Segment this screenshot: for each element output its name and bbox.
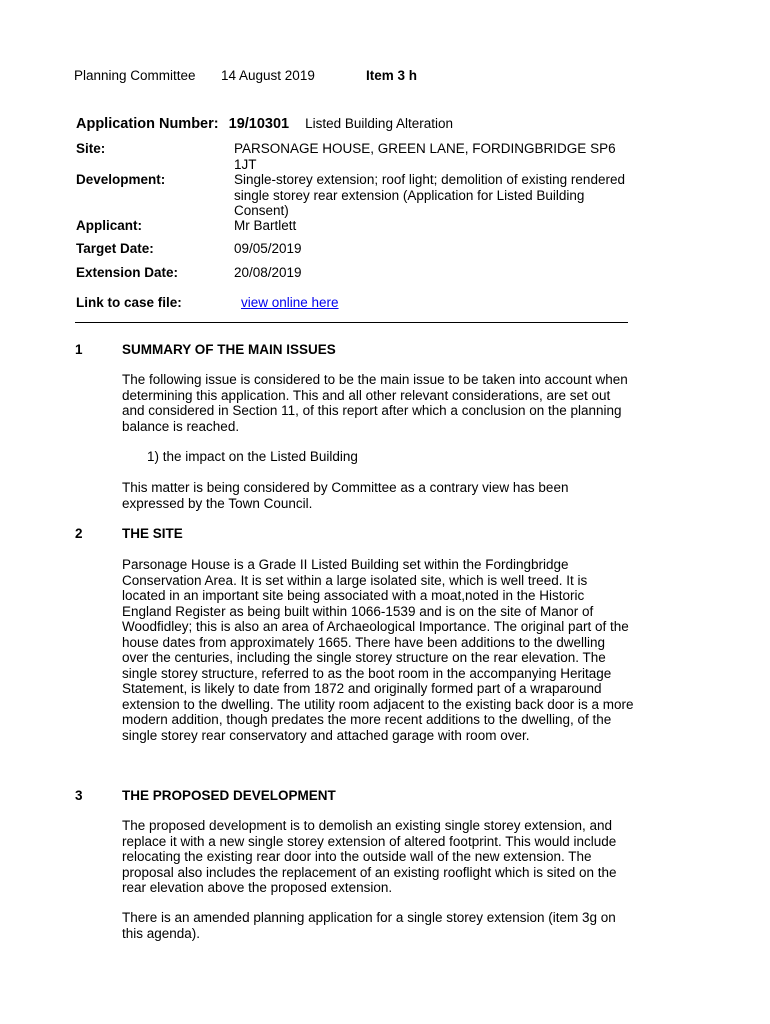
section-2-title: THE SITE <box>122 526 183 541</box>
applicant-label: Applicant: <box>76 218 142 233</box>
application-type: Listed Building Alteration <box>305 116 453 131</box>
header-committee: Planning Committee <box>74 68 196 83</box>
target-date-value: 09/05/2019 <box>234 241 302 256</box>
section-1-number: 1 <box>75 342 83 357</box>
section-1-paragraph-1: The following issue is considered to be the main issue to be taken into account when determining this application. This and all other relevant considerations, are set out and considered in Section 11, of this report after which a conclusion on the planning balance is reached. <box>122 372 628 434</box>
section-3-paragraph-2: There is an amended planning application for a single storey extension (item 3g on this agenda). <box>122 910 616 941</box>
development-label: Development: <box>76 172 166 187</box>
section-3-title: THE PROPOSED DEVELOPMENT <box>122 788 336 803</box>
section-1-paragraph-2: This matter is being considered by Committee as a contrary view has been expressed by the Town Council. <box>122 480 569 511</box>
site-value: PARSONAGE HOUSE, GREEN LANE, FORDINGBRIDGE SP6 1JT <box>234 141 616 172</box>
case-file-label: Link to case file: <box>76 295 182 310</box>
case-file-link[interactable]: view online here <box>241 295 339 310</box>
section-3-number: 3 <box>75 788 83 803</box>
development-value: Single-storey extension; roof light; demolition of existing rendered single storey rear extension (Application for Listed Building Consent) <box>234 172 625 218</box>
applicant-value: Mr Bartlett <box>234 218 297 233</box>
header-divider <box>75 322 628 323</box>
section-1-list-item: 1) the impact on the Listed Building <box>147 449 358 464</box>
extension-date-value: 20/08/2019 <box>234 265 302 280</box>
extension-date-label: Extension Date: <box>76 265 179 280</box>
application-number-label: Application Number: <box>76 116 219 132</box>
site-label: Site: <box>76 141 106 156</box>
section-1-title: SUMMARY OF THE MAIN ISSUES <box>122 342 336 357</box>
application-number: 19/10301 <box>228 116 290 132</box>
header-item: Item 3 h <box>366 68 418 83</box>
section-2-paragraph-1: Parsonage House is a Grade II Listed Building set within the Fordingbridge Conservation Area. It is set within a large isolated site, which is well treed. It is located in an important site being associated with a moat,noted in the Historic England Register as being built within 1066-1539 and is on the site of Manor of Woodfidley; this is also an area of Archaeological Importance. The original part of the house dates from approximately 1665. There have been additions to the dwelling over the centuries, including the single storey structure on the rear elevation. The single storey structure, referred to as the boot room in the accompanying Heritage Statement, is likely to date from 1872 and originally formed part of a wraparound extension to the dwelling. The utility room adjacent to the existing back door is a more modern addition, though predates the more recent additions to the dwelling, of the single storey rear conservatory and attached garage with room over. <box>122 557 634 743</box>
header-date: 14 August 2019 <box>221 68 315 83</box>
section-3-paragraph-1: The proposed development is to demolish an existing single storey extension, and replace it with a new single storey extension of altered footprint. This would include relocating the existing rear door into the outside wall of the new extension. The proposal also includes the replacement of an existing rooflight which is sited on the rear elevation above the proposed extension. <box>122 818 617 895</box>
target-date-label: Target Date: <box>76 241 154 256</box>
section-2-number: 2 <box>75 526 83 541</box>
case-file-link-wrap <box>241 295 641 311</box>
application-number-row <box>76 116 453 132</box>
